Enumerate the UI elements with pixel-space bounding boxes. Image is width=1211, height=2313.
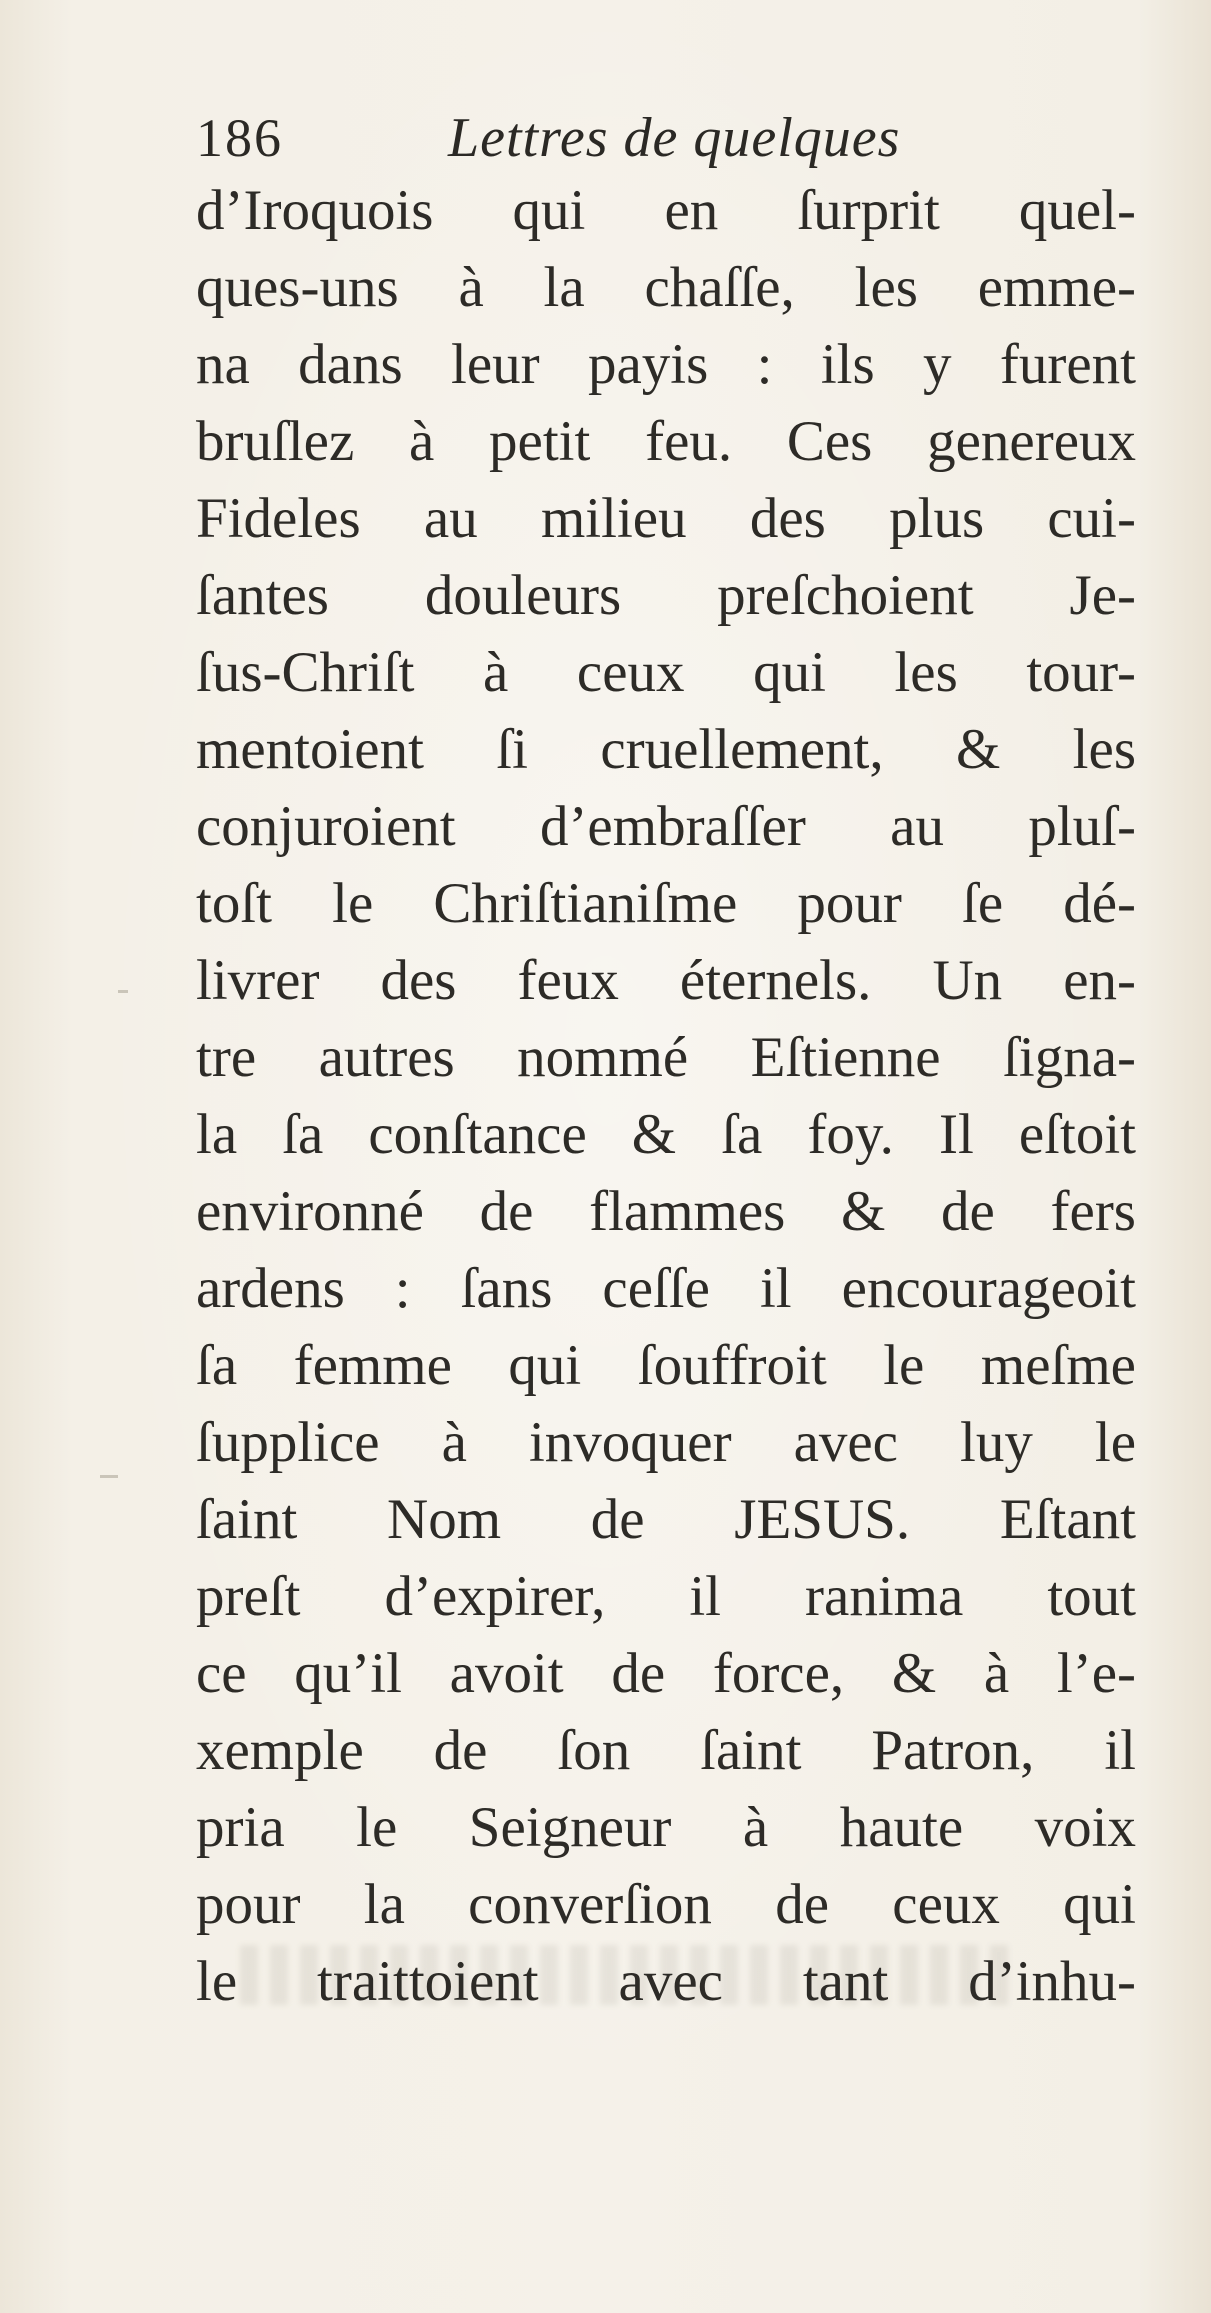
text-line: ſaint Nom de JESUS. Eſtant — [196, 1488, 1136, 1551]
text-line: pour la converſion de ceux qui — [196, 1873, 1136, 1936]
text-line: bruſlez à petit feu. Ces genereux — [196, 410, 1136, 473]
text-line: ſus-Chriſt à ceux qui les tour- — [196, 641, 1136, 704]
text-line: d’Iroquois qui en ſurprit quel- — [196, 179, 1136, 242]
text-line: ſupplice à invoquer avec luy le — [196, 1411, 1136, 1474]
running-head: Lettres de quelques — [448, 107, 901, 169]
body-text — [196, 172, 1136, 2020]
text-line: na dans leur payis : ils y furent — [196, 333, 1136, 396]
text-line: pria le Seigneur à haute voix — [196, 1796, 1136, 1859]
text-line: environné de flammes & de fers — [196, 1180, 1136, 1243]
text-line: tre autres nommé Eſtienne ſigna- — [196, 1026, 1136, 1089]
page-number: 186 — [196, 108, 283, 168]
text-line: Fideles au milieu des plus cui- — [196, 487, 1136, 550]
text-line: la ſa conſtance & ſa foy. Il eſtoit — [196, 1103, 1136, 1166]
page-header — [196, 108, 1096, 168]
text-line: ſa femme qui ſouffroit le meſme — [196, 1334, 1136, 1397]
text-line: toſt le Chriſtianiſme pour ſe dé- — [196, 872, 1136, 935]
margin-mark — [100, 1475, 118, 1478]
text-line: conjuroient d’embraſſer au pluſ- — [196, 795, 1136, 858]
text-line: ardens : ſans ceſſe il encourageoit — [196, 1257, 1136, 1320]
text-line: mentoient ſi cruellement, & les — [196, 718, 1136, 781]
text-line: le traittoient avec tant d’inhu- — [196, 1950, 1136, 2013]
text-line: livrer des feux éternels. Un en- — [196, 949, 1136, 1012]
text-line: ques-uns à la chaſſe, les emme- — [196, 256, 1136, 319]
margin-mark — [118, 990, 128, 993]
text-line: ſantes douleurs preſchoient Je- — [196, 564, 1136, 627]
text-line: xemple de ſon ſaint Patron, il — [196, 1719, 1136, 1782]
text-line: ce qu’il avoit de force, & à l’e- — [196, 1642, 1136, 1705]
text-line: preſt d’expirer, il ranima tout — [196, 1565, 1136, 1628]
